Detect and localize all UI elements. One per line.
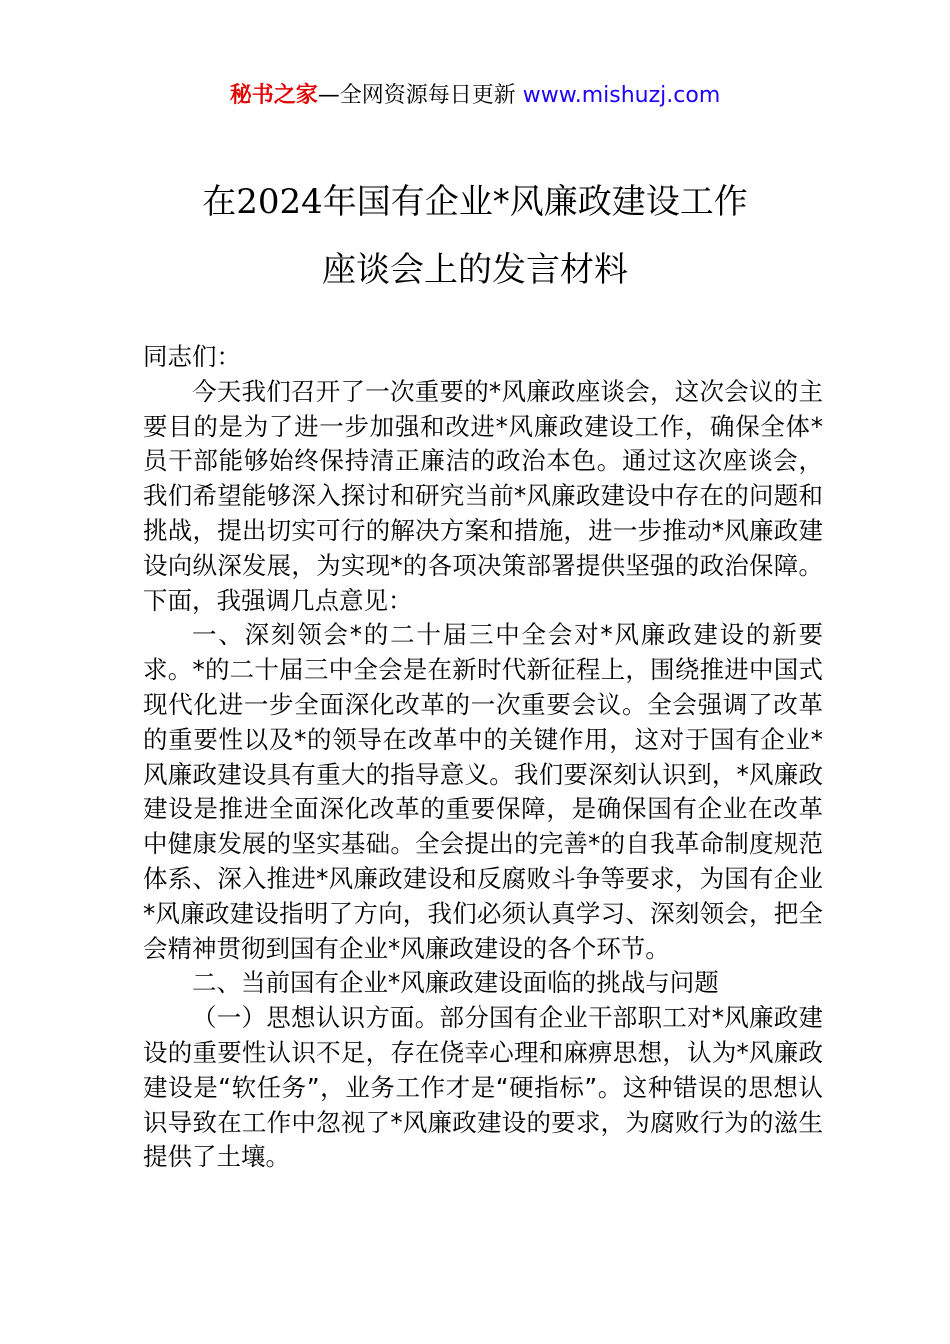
site-brand: 秘书之家 xyxy=(229,83,318,108)
title-suffix: 年国有企业*风廉政建设工作 xyxy=(322,182,748,222)
site-header xyxy=(0,80,950,112)
document-title-line-1 xyxy=(0,180,950,224)
paragraph-section-one: 一、深刻领会*的二十届三中全会对*风廉政建设的新要求。*的二十届三中全会是在新时代新征程上，围绕推进中国式现代化进一步全面深化改革的一次重要会议。全会强调了改革的重要性以及*的领导在改革中的关键作用，这对于国有企业*风廉政建设具有重大的指导意义。我们要深刻认识到，*风廉政建设是推进全面深化改革的重要保障，是确保国有企业在改革中健康发展的坚实基础。全会提出的完善*的自我革命制度规范体系、深入推进*风廉政建设和反腐败斗争等要求，为国有企业*风廉政建设指明了方向，我们必须认真学习、深刻领会，把全会精神贯彻到国有企业*风廉政建设的各个环节。 xyxy=(143,620,823,963)
site-url-link[interactable]: www.mishuzj.com xyxy=(522,83,721,108)
title-year: 2024 xyxy=(236,182,323,222)
site-tagline: —全网资源每日更新 xyxy=(317,83,516,108)
paragraph-subsection-one: （一）思想认识方面。部分国有企业干部职工对*风廉政建设的重要性认识不足，存在侥幸心理和麻痹思想，认为*风廉政建设是“软任务”，业务工作才是“硬指标”。这种错误的思想认识导致在工作中忽视了*风廉政建设的要求，为腐败行为的滋生提供了土壤。 xyxy=(143,1003,823,1172)
heading-section-two: 二、当前国有企业*风廉政建设面临的挑战与问题 xyxy=(192,968,719,998)
paragraph-intro: 今天我们召开了一次重要的*风廉政座谈会，这次会议的主要目的是为了进一步加强和改进*风廉政建设工作，确保全体*员干部能够始终保持清正廉洁的政治本色。通过这次座谈会，我们希望能够深入探讨和研究当前*风廉政建设中存在的问题和挑战，提出切实可行的解决方案和措施，进一步推动*风廉政建设向纵深发展，为实现*的各项决策部署提供坚强的政治保障。下面，我强调几点意见： xyxy=(143,376,823,615)
document-body xyxy=(143,340,823,1175)
salutation: 同志们： xyxy=(143,342,241,371)
title-prefix: 在 xyxy=(202,182,237,222)
document-title-line-2: 座谈会上的发言材料 xyxy=(322,250,628,290)
